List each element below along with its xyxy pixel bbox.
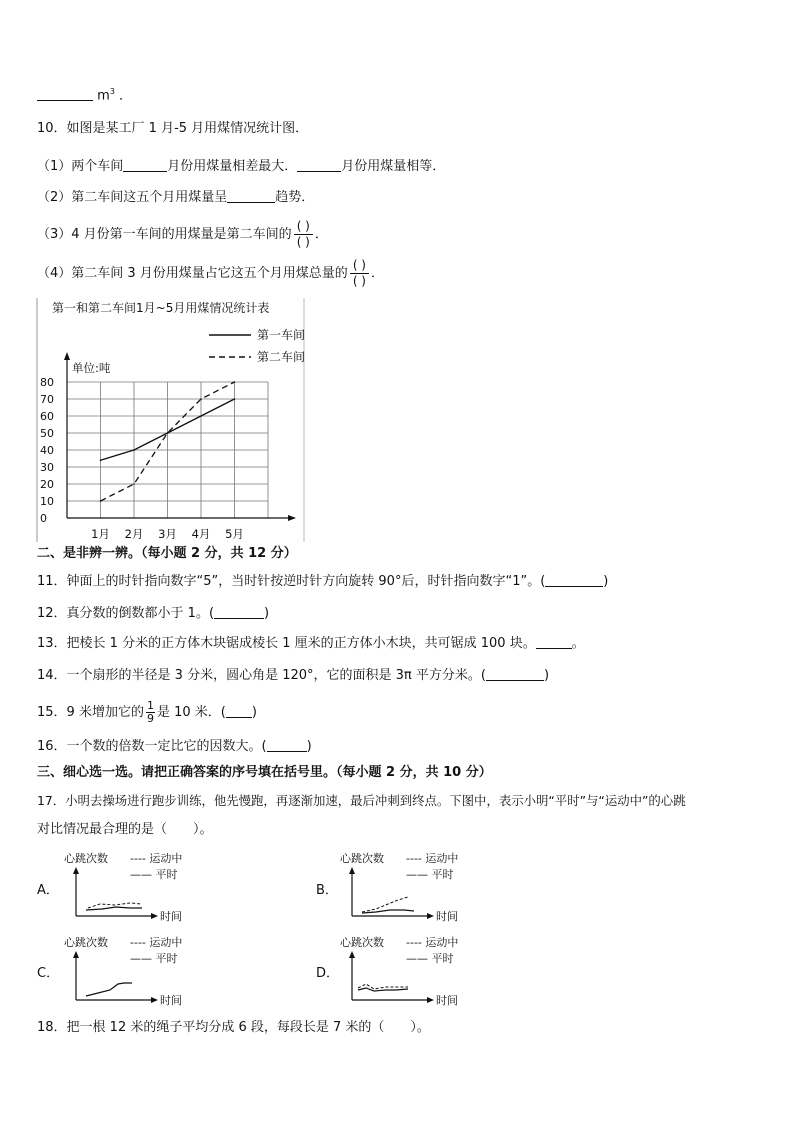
- section-3-heading: 三、细心选一选。请把正确答案的序号填在括号里。（每小题 2 分，共 10 分）: [37, 765, 492, 780]
- mini-legend-dashed: ---- 运动中: [130, 936, 183, 949]
- q16-answer-blank[interactable]: [267, 737, 307, 752]
- mini-legend-solid: —— 平时: [130, 868, 178, 881]
- y-tick-label: 50: [40, 427, 54, 440]
- unit-text: m: [97, 88, 110, 104]
- chart-title: 第一和第二车间1月~5月用煤情况统计表: [52, 301, 270, 315]
- mini-y-arrow: [349, 867, 355, 874]
- period: ．: [371, 266, 385, 281]
- fraction-denominator: 9: [146, 712, 154, 725]
- y-tick-label: 10: [40, 495, 54, 508]
- y-tick-label: 20: [40, 478, 54, 491]
- q14-answer-blank[interactable]: [486, 666, 544, 681]
- series-1-point: [133, 449, 135, 451]
- q10-part4-text: （4）第二车间 3 月份用煤量占它这五个月用煤总量的: [37, 266, 348, 281]
- mini-legend-dashed: ---- 运动中: [406, 936, 459, 949]
- q10-part2: [37, 188, 314, 207]
- q12: [37, 604, 269, 623]
- q13: [37, 634, 585, 653]
- x-tick-label: 5月: [225, 527, 244, 541]
- q10-part2-text-b: 趋势．: [275, 190, 315, 205]
- x-tick-label: 4月: [191, 527, 211, 541]
- mini-chart-x-label: 时间: [160, 910, 182, 923]
- mini-solid-line: [86, 983, 132, 996]
- mini-legend-solid: —— 平时: [406, 952, 454, 965]
- mini-legend-dashed: ---- 运动中: [130, 852, 183, 865]
- mini-chart-x-label: 时间: [436, 994, 458, 1007]
- close-paren: ): [251, 705, 257, 720]
- q10-part4: [37, 258, 384, 289]
- option-d-label[interactable]: D．: [316, 966, 340, 981]
- option-b-heart-rate-chart[interactable]: [336, 848, 496, 924]
- fraction-numerator: ( ): [294, 219, 313, 235]
- close-paren: ): [543, 668, 550, 683]
- q16-text: 16．一个数的倍数一定比它的因数大。(: [37, 739, 267, 754]
- q10-part1-blank-2[interactable]: [297, 157, 341, 172]
- series-1-point: [200, 415, 202, 417]
- close-paren: ): [264, 606, 270, 621]
- option-c-label[interactable]: C．: [37, 966, 60, 981]
- x-axis-arrow: [288, 515, 296, 521]
- q10-stem: 10．如图是某工厂 1 月-5 月用煤情况统计图．: [37, 121, 309, 136]
- y-tick-label: 30: [40, 461, 54, 474]
- option-c-heart-rate-chart[interactable]: [60, 932, 220, 1008]
- q10-part3: [37, 219, 328, 250]
- q10-part1-text-c: 月份用煤量相等．: [341, 159, 446, 174]
- close-paren: ): [306, 739, 312, 754]
- mini-x-arrow: [151, 997, 158, 1003]
- mini-legend-solid: —— 平时: [406, 868, 454, 881]
- chart-plot-area: [40, 352, 296, 541]
- q14-text: 14．一个扇形的半径是 3 分米，圆心角是 120°，它的面积是 3π 平方分米。(: [37, 668, 486, 683]
- chart-unit-label: 单位:吨: [72, 361, 111, 375]
- q10-part2-text-a: （2）第二车间这五个月用煤量呈: [37, 190, 228, 205]
- q11-text: 11．钟面上的时针指向数字“5”，当时针按逆时针方向旋转 90°后，时针指向数字“1”。(: [37, 574, 546, 589]
- y-tick-label: 40: [40, 444, 54, 457]
- fraction-denominator: ( ): [296, 235, 310, 249]
- q11-answer-blank[interactable]: [545, 572, 603, 587]
- option-a-label[interactable]: A．: [37, 883, 59, 898]
- mini-chart-x-label: 时间: [436, 910, 458, 923]
- mini-chart-y-label: 心跳次数: [340, 936, 384, 949]
- mini-y-arrow: [349, 951, 355, 958]
- series-2-point: [234, 381, 236, 383]
- mini-solid-line: [86, 907, 142, 910]
- q13-text: 13．把棱长 1 分米的正方体木块锯成棱长 1 厘米的正方体小木块，共可锯成 100 块。: [37, 636, 536, 651]
- series-1-point: [100, 459, 102, 461]
- q10-part1-blank-1[interactable]: [123, 157, 167, 172]
- q15-fraction: [146, 700, 155, 725]
- sentence-end: ．: [119, 88, 133, 104]
- q16: [37, 737, 312, 756]
- y-tick-label: 70: [40, 393, 54, 406]
- legend-label-series-1: 第一车间: [257, 328, 306, 342]
- q10-part2-blank[interactable]: [227, 188, 275, 203]
- q14: [37, 666, 549, 685]
- option-b-label[interactable]: B．: [316, 883, 338, 898]
- mini-legend-dashed: ---- 运动中: [406, 852, 459, 865]
- series-2-point: [100, 500, 102, 502]
- x-tick-label: 3月: [158, 527, 177, 541]
- unit-exponent: 3: [109, 87, 115, 96]
- fraction-numerator: ( ): [350, 258, 369, 274]
- q13-end: 。: [571, 636, 585, 651]
- legend-label-series-2: 第二车间: [257, 350, 306, 364]
- mini-chart-y-label: 心跳次数: [340, 852, 384, 865]
- series-2-point: [133, 483, 135, 485]
- series-2-point: [200, 398, 202, 400]
- mini-y-arrow: [73, 951, 79, 958]
- q10-part1-text-b: 月份用煤量相差最大．: [167, 159, 298, 174]
- series-1-point: [234, 398, 236, 400]
- mini-y-arrow: [73, 867, 79, 874]
- q13-answer-blank[interactable]: [536, 634, 572, 649]
- section-2-heading: 二、是非辨一辨。（每小题 2 分，共 12 分）: [37, 546, 297, 561]
- prev-question-answer-line: [37, 83, 132, 105]
- q10-part3-text: （3）4 月份第一车间的用煤量是第二车间的: [37, 227, 292, 242]
- x-tick-label: 1月: [91, 527, 110, 541]
- q12-answer-blank[interactable]: [214, 604, 264, 619]
- q17-line-2: 对比情况最合理的是（ ）。: [37, 822, 213, 837]
- q15: [37, 700, 257, 725]
- q18: 18．把一根 12 米的绳子平均分成 6 段，每段长是 7 米的（ ）。: [37, 1020, 430, 1035]
- option-d-heart-rate-chart[interactable]: [336, 932, 496, 1008]
- y-tick-label: 0: [40, 512, 47, 525]
- option-a-heart-rate-chart[interactable]: [60, 848, 220, 924]
- q17-line-1: 17．小明去操场进行跑步训练，他先慢跑，再逐渐加速，最后冲刺到终点。下图中，表示小明“平时”与“运动中”的心跳: [37, 793, 686, 808]
- mini-chart-y-label: 心跳次数: [64, 936, 108, 949]
- q15-answer-blank[interactable]: [226, 703, 252, 718]
- mini-x-arrow: [151, 913, 158, 919]
- y-tick-label: 80: [40, 376, 54, 389]
- fraction-numerator: 1: [146, 699, 154, 712]
- answer-blank: [37, 86, 93, 101]
- fraction-denominator: ( ): [352, 274, 366, 288]
- q10-part4-fraction[interactable]: [350, 258, 369, 289]
- q15-text-b: 是 10 米．(: [156, 705, 226, 720]
- series-2-point: [167, 432, 169, 434]
- y-tick-label: 60: [40, 410, 54, 423]
- y-axis-arrow: [64, 352, 70, 360]
- x-tick-label: 2月: [124, 527, 144, 541]
- mini-x-arrow: [427, 997, 434, 1003]
- q10-part1: [37, 157, 445, 176]
- q12-text: 12．真分数的倒数都小于 1。(: [37, 606, 215, 621]
- coal-usage-line-chart: [36, 298, 306, 542]
- period: ．: [314, 227, 328, 242]
- mini-solid-line: [358, 988, 408, 991]
- close-paren: ): [603, 574, 609, 589]
- mini-legend-solid: —— 平时: [130, 952, 178, 965]
- q10-part1-text-a: （1）两个车间: [37, 159, 124, 174]
- mini-x-arrow: [427, 913, 434, 919]
- q11: [37, 572, 608, 591]
- q15-text-a: 15．9 米增加它的: [37, 705, 144, 720]
- q10-part3-fraction[interactable]: [294, 219, 313, 250]
- mini-chart-x-label: 时间: [160, 994, 182, 1007]
- mini-chart-y-label: 心跳次数: [64, 852, 108, 865]
